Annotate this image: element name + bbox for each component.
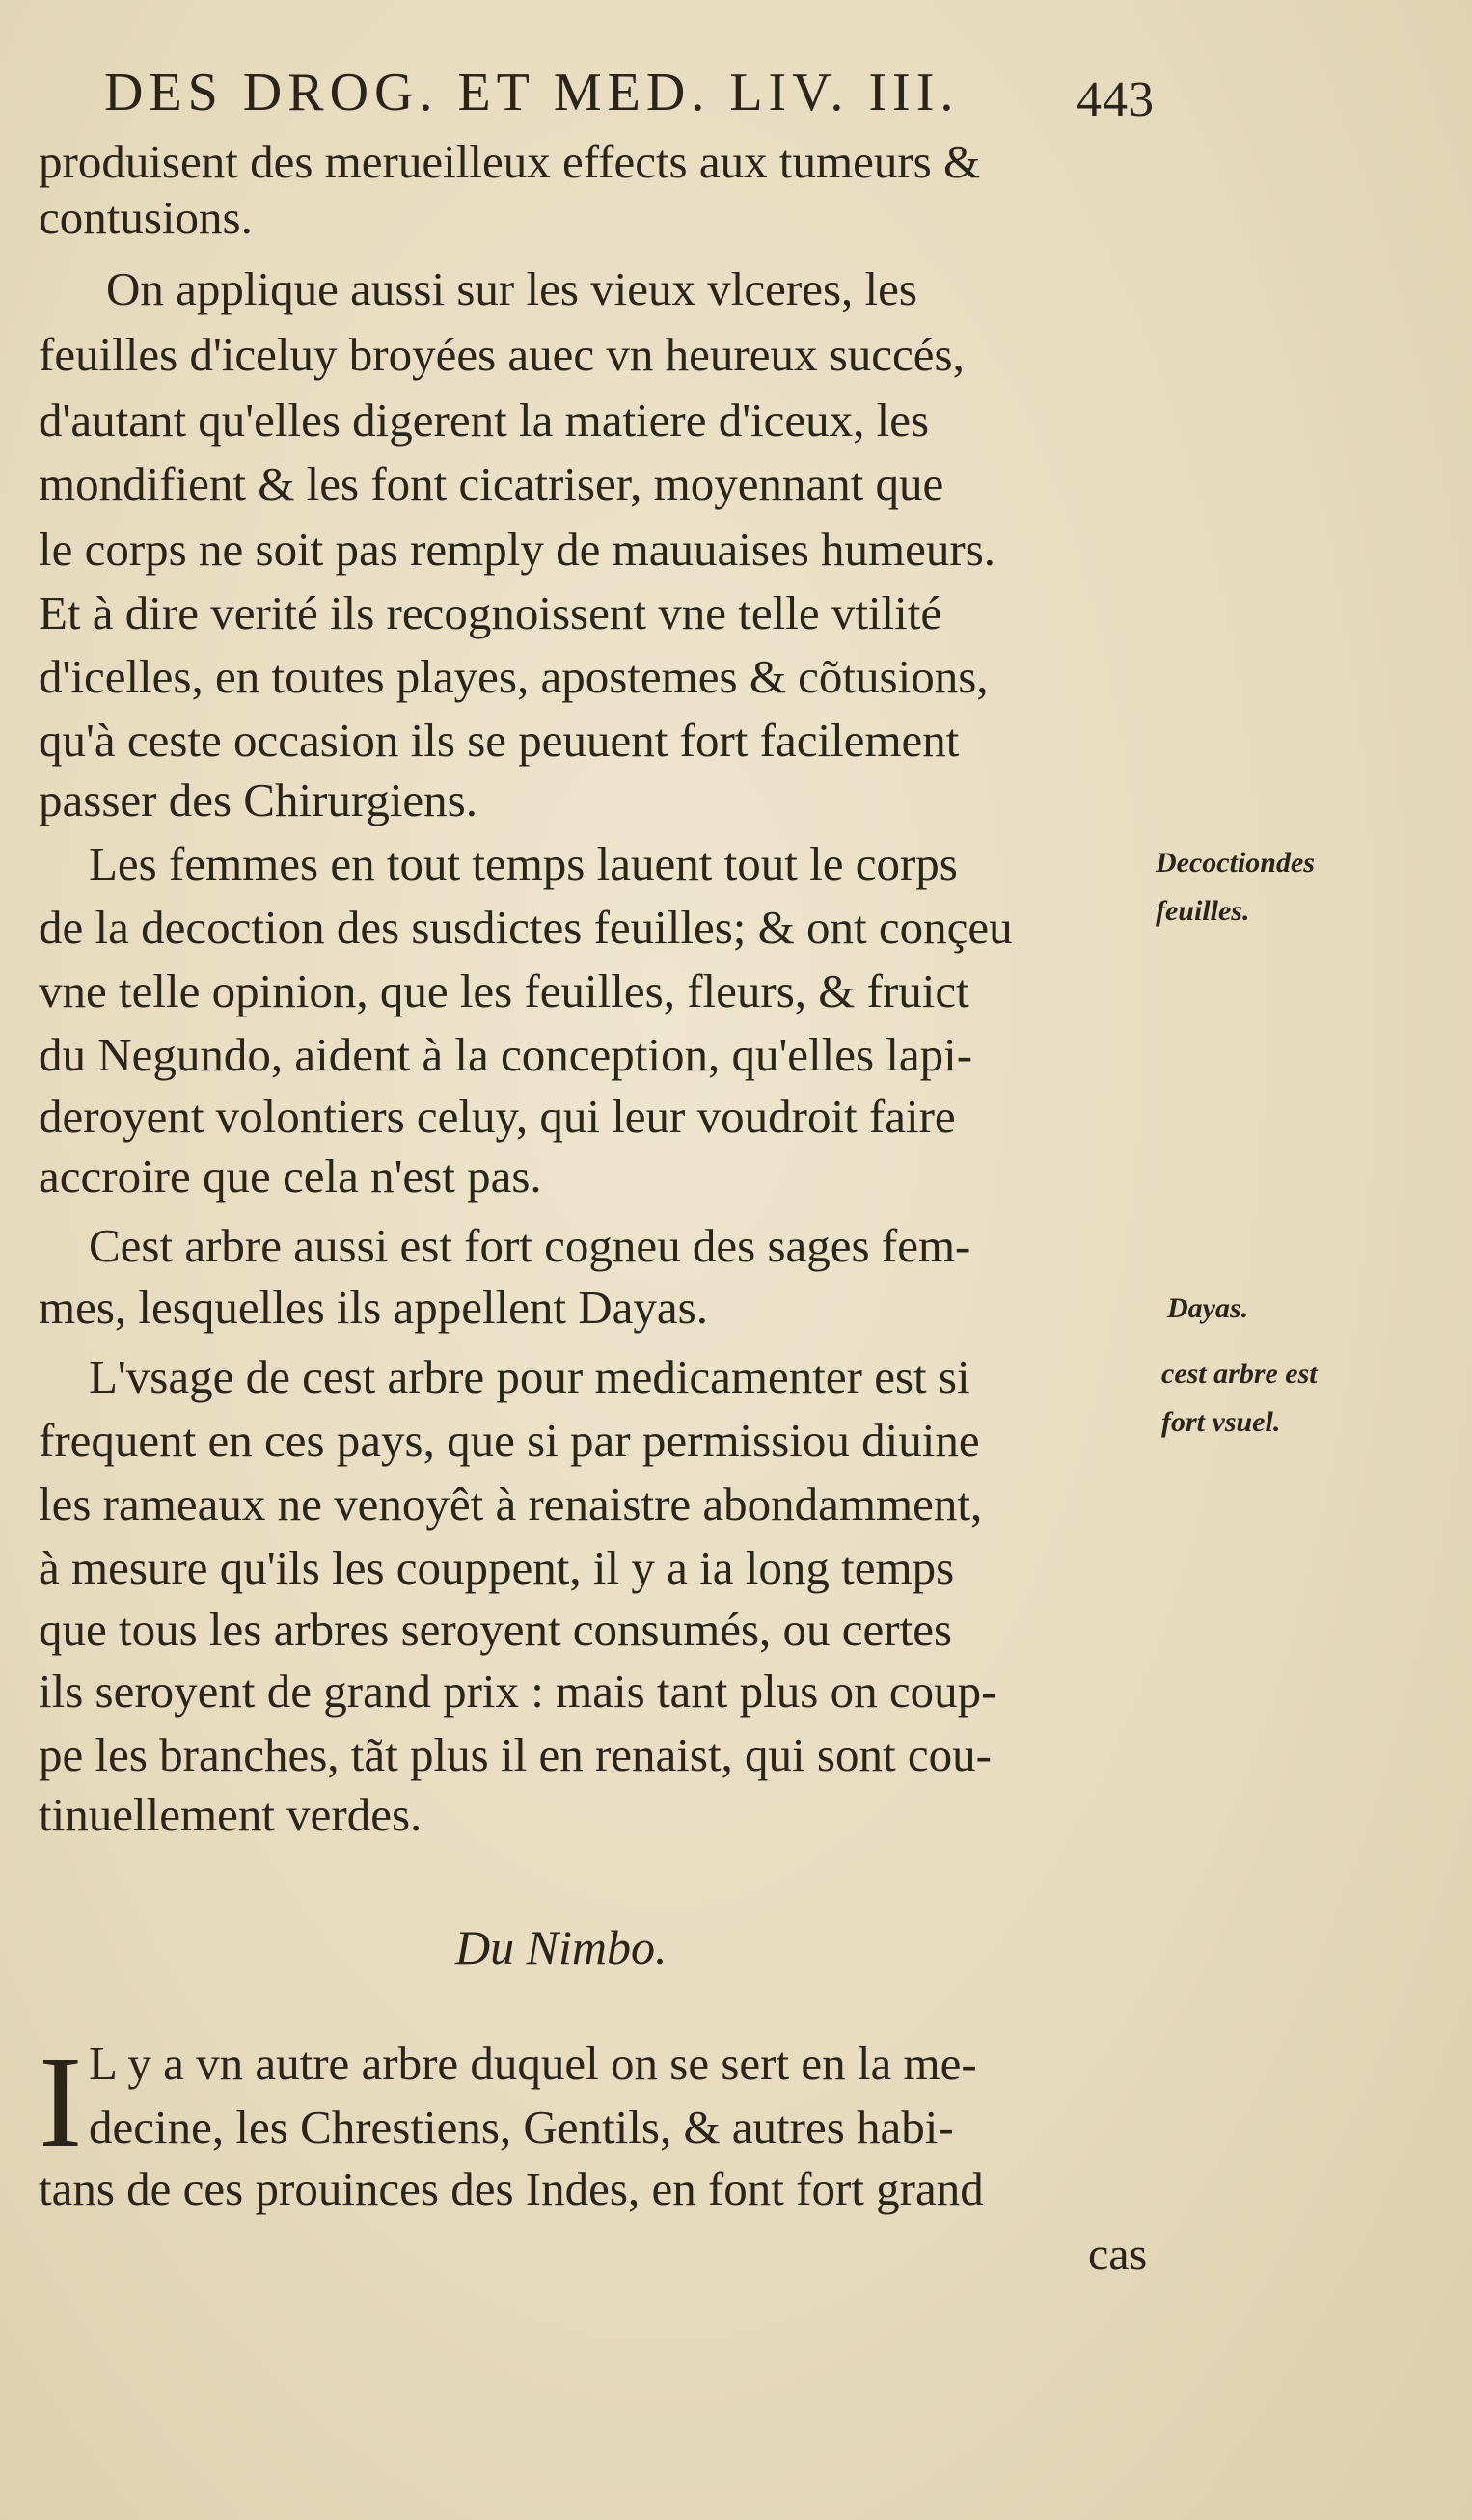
text-line: On applique aussi sur les vieux vlceres, les: [106, 262, 917, 315]
text-line: le corps ne soit pas remply de mauuaises humeurs.: [39, 523, 996, 576]
running-title: DES DROG. ET MED. LIV. III.: [104, 63, 960, 122]
text-line: Et à dire verité ils recognoissent vne telle vtilité: [39, 586, 942, 639]
margin-note: Dayas.: [1167, 1292, 1249, 1324]
margin-note: feuilles.: [1156, 895, 1250, 927]
text-line: pe les branches, tãt plus il en renaist, qui sont cou-: [39, 1728, 992, 1781]
catchword: cas: [1088, 2229, 1148, 2280]
text-line: du Negundo, aident à la conception, qu'elles lapi-: [39, 1028, 973, 1081]
section-heading: Du Nimbo.: [455, 1920, 668, 1974]
text-line: mes, lesquelles ils appellent Dayas.: [39, 1281, 708, 1334]
text-line: tinuellement verdes.: [39, 1788, 423, 1841]
text-line: feuilles d'iceluy broyées auec vn heureux succés,: [39, 328, 965, 381]
text-line: mondifient & les font cicatriser, moyennant que: [39, 457, 944, 510]
text-line: d'autant qu'elles digerent la matiere d'iceux, les: [39, 393, 930, 447]
text-line: L'vsage de cest arbre pour medicamenter est si: [89, 1350, 970, 1403]
drop-cap: I: [39, 2030, 83, 2175]
text-line: contusions.: [39, 191, 253, 244]
text-line: accroire que cela n'est pas.: [39, 1150, 542, 1203]
text-line: qu'à ceste occasion ils se peuuent fort facilement: [39, 714, 960, 767]
margin-note: cest arbre est: [1161, 1358, 1318, 1390]
text-line: passer des Chirurgiens.: [39, 773, 477, 826]
text-line: L y a vn autre arbre duquel on se sert en la me-: [89, 2037, 977, 2090]
text-line: tans de ces prouinces des Indes, en font fort grand: [39, 2162, 984, 2215]
text-line: ils seroyent de grand prix : mais tant plus on coup-: [39, 1665, 997, 1718]
text-line: decine, les Chrestiens, Gentils, & autres habi-: [89, 2100, 954, 2154]
text-line: produisent des merueilleux effects aux tumeurs &: [39, 135, 981, 188]
text-line: Cest arbre aussi est fort cogneu des sages fem-: [89, 1219, 971, 1272]
text-line: frequent en ces pays, que si par permissiou diuine: [39, 1414, 980, 1467]
page-number: 443: [1077, 72, 1155, 127]
text-line: que tous les arbres seroyent consumés, ou certes: [39, 1603, 953, 1656]
text-line: de la decoction des susdictes feuilles; & ont conçeu: [39, 901, 1013, 954]
text-line: d'icelles, en toutes playes, apostemes & cõtusions,: [39, 650, 989, 703]
text-line: deroyent volontiers celuy, qui leur voudroit faire: [39, 1090, 956, 1143]
margin-note: Decoctiondes: [1156, 847, 1315, 879]
margin-note: fort vsuel.: [1161, 1406, 1281, 1438]
text-line: les rameaux ne venoyêt à renaistre abondamment,: [39, 1477, 983, 1531]
text-line: Les femmes en tout temps lauent tout le corps: [89, 837, 958, 890]
text-line: vne telle opinion, que les feuilles, fleurs, & fruict: [39, 964, 969, 1017]
text-line: à mesure qu'ils les couppent, il y a ia long temps: [39, 1541, 955, 1594]
